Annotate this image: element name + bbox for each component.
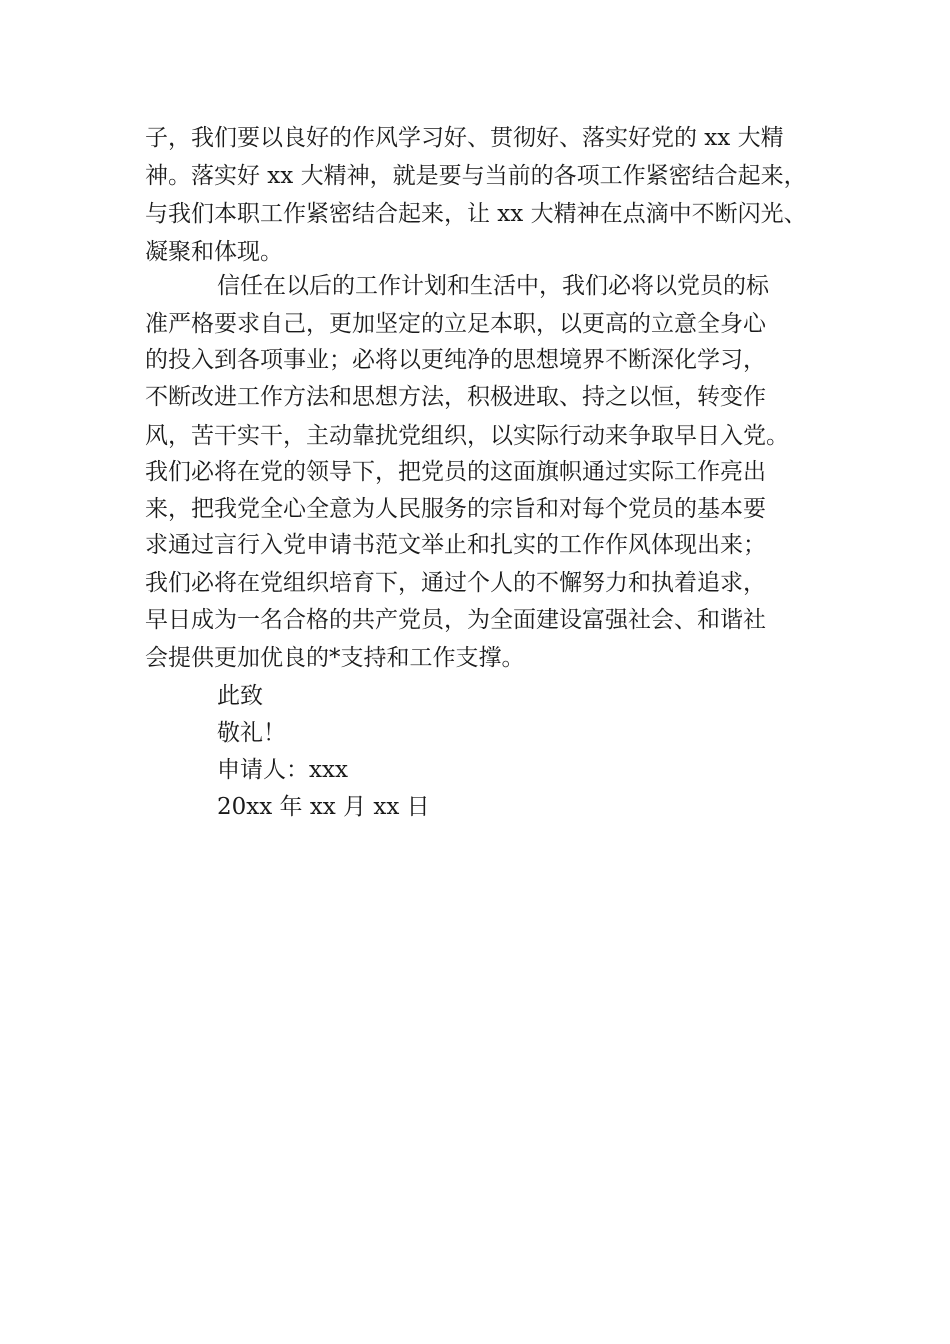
closing-date: 20xx 年 xx 月 xx 日: [217, 794, 430, 820]
paragraph1-line-4: 凝聚和体现。: [145, 239, 283, 265]
paragraph1-line-2: 神。落实好 xx 大精神，就是要与当前的各项工作紧密结合起来，: [145, 163, 807, 189]
closing-regards: 敬礼！: [217, 720, 286, 746]
paragraph2-line-7: 来，把我党全心全意为人民服务的宗旨和对每个党员的基本要: [145, 496, 766, 522]
closing-salutation: 此致: [217, 683, 263, 709]
paragraph2-line-2: 准严格要求自己，更加坚定的立足本职，以更高的立意全身心: [145, 311, 766, 337]
paragraph1-line-3: 与我们本职工作紧密结合起来，让 xx 大精神在点滴中不断闪光、: [145, 201, 807, 227]
closing-applicant: 申请人：xxx: [217, 757, 348, 783]
paragraph2-line-9: 我们必将在党组织培育下，通过个人的不懈努力和执着追求，: [145, 570, 766, 596]
paragraph2-line-6: 我们必将在党的领导下，把党员的这面旗帜通过实际工作亮出: [145, 459, 766, 485]
paragraph2-line-1: 信任在以后的工作计划和生活中，我们必将以党员的标: [217, 273, 769, 299]
paragraph2-line-3: 的投入到各项事业；必将以更纯净的思想境界不断深化学习，: [145, 347, 766, 373]
paragraph2-line-4: 不断改进工作方法和思想方法，积极进取、持之以恒，转变作: [145, 384, 766, 410]
paragraph2-line-11: 会提供更加优良的*支持和工作支撑。: [145, 645, 525, 671]
paragraph2-line-5: 风，苦干实干，主动靠扰党组织，以实际行动来争取早日入党。: [145, 423, 789, 449]
paragraph1-line-1: 子，我们要以良好的作风学习好、贯彻好、落实好党的 xx 大精: [145, 125, 784, 151]
paragraph2-line-10: 早日成为一名合格的共产党员，为全面建设富强社会、和谐社: [145, 607, 766, 633]
paragraph2-line-8: 求通过言行入党申请书范文举止和扎实的工作作风体现出来；: [145, 532, 766, 558]
